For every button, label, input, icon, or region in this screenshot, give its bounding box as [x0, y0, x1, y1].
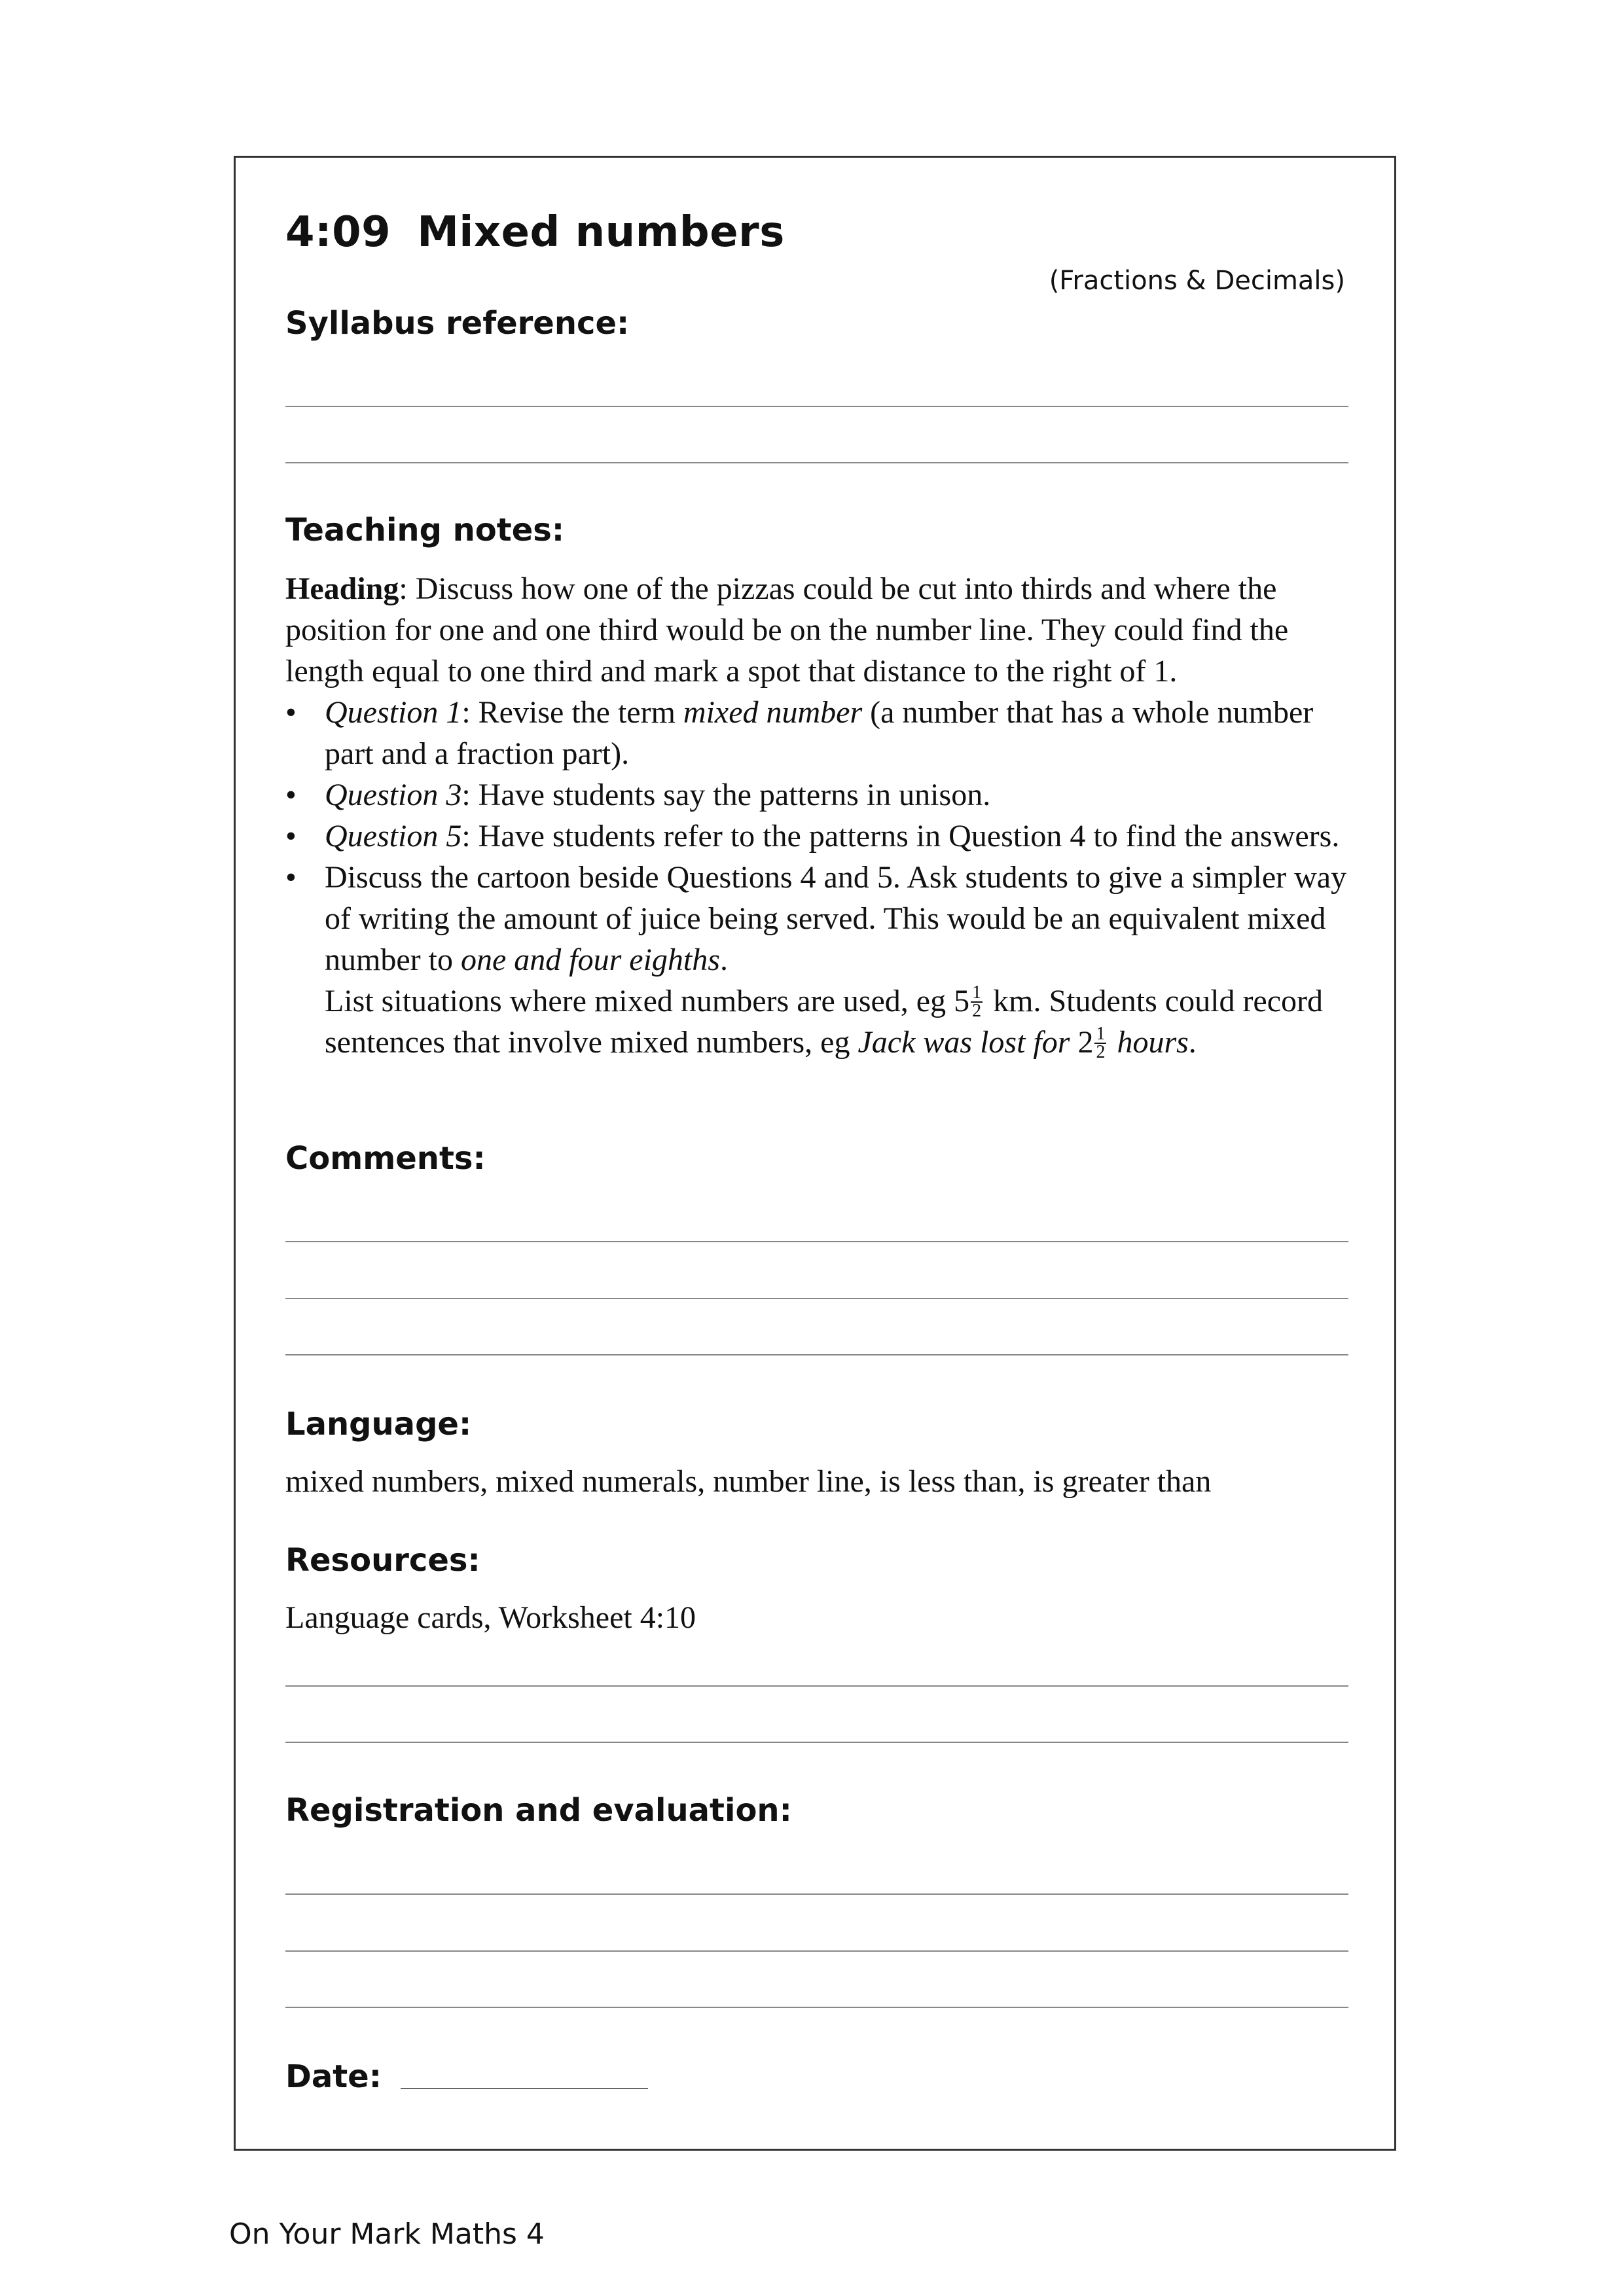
cartoon-end: . [719, 942, 728, 977]
question-3-label: Question 3 [325, 778, 462, 812]
teaching-notes-heading: Teaching notes: [285, 512, 565, 548]
language-text: mixed numbers, mixed numerals, number line, is less than, is greater than [285, 1464, 1212, 1499]
fraction-half [971, 984, 983, 1020]
writing-line [285, 1354, 1348, 1355]
subject-label: (Fractions & Decimals) [1049, 266, 1345, 296]
writing-line [285, 1893, 1348, 1895]
question-1-text: : Revise the term [461, 695, 683, 730]
heading-text: : Discuss how one of the pizzas could be cut into thirds and where the position for one and one third would be on the number line. They could find the length equal to one third and mark a spot that distance to the right of 1. [285, 571, 1289, 689]
example-text-end: hours [1109, 1025, 1189, 1060]
cartoon-text: Discuss the cartoon beside Questions 4 and 5. Ask students to give a simpler way of writing the amount of juice being served. This would be an equivalent mixed number to [325, 860, 1347, 977]
fraction-half [1094, 1023, 1106, 1062]
question-5-text: : Have students refer to the patterns in Question 4 to find the answers. [461, 819, 1340, 853]
fraction-denominator: 2 [972, 1000, 982, 1021]
list-item [285, 774, 1352, 816]
page-footer: On Your Mark Maths 4 [229, 2217, 545, 2251]
cartoon-emphasis: one and four eighths [460, 942, 720, 977]
language-heading: Language: [285, 1406, 472, 1443]
registration-heading: Registration and evaluation: [285, 1792, 792, 1829]
teaching-heading-paragraph [285, 568, 1352, 692]
writing-line [285, 2007, 1348, 2008]
list-item [285, 816, 1352, 857]
date-field-line [401, 2088, 648, 2089]
list-item [285, 857, 1352, 1063]
question-5-label: Question 5 [325, 819, 462, 853]
lesson-code: 4:09 [285, 208, 391, 257]
fraction-numerator: 1 [1096, 1023, 1106, 1044]
writing-line [285, 462, 1348, 463]
writing-line [285, 406, 1348, 407]
resources-text: Language cards, Worksheet 4:10 [285, 1600, 696, 1635]
question-3-text: : Have students say the patterns in unison. [461, 778, 991, 812]
lesson-title: Mixed numbers [417, 208, 785, 257]
teaching-bullets [285, 692, 1352, 1063]
heading-label: Heading [285, 571, 399, 606]
question-1-label: Question 1 [325, 695, 462, 730]
bullet: • [285, 819, 297, 853]
writing-line [285, 1742, 1348, 1743]
syllabus-heading: Syllabus reference: [285, 305, 630, 342]
example-whole: 2 [1077, 1025, 1094, 1060]
question-1-text-end: (a number that has a whole number part and a fraction part). [325, 695, 1314, 771]
list-situations-text: List situations where mixed numbers are used, eg 5 [325, 984, 970, 1018]
date-label: Date: [285, 2058, 382, 2095]
comments-heading: Comments: [285, 1140, 486, 1177]
bullet: • [285, 695, 297, 730]
writing-line [285, 1950, 1348, 1952]
writing-line [285, 1298, 1348, 1299]
page-title [285, 208, 785, 257]
list-item [285, 692, 1352, 774]
list-situations-text-cont: km. Students could record sentences that involve mixed numbers, eg [325, 984, 1324, 1060]
example-sentence [857, 1025, 1077, 1060]
example-text: Jack was lost for [857, 1025, 1078, 1060]
mixed-number-term: mixed number [683, 695, 863, 730]
resources-heading: Resources: [285, 1542, 480, 1579]
fraction-denominator: 2 [1096, 1041, 1106, 1062]
writing-line [285, 1241, 1348, 1242]
bullet: • [285, 860, 297, 895]
fraction-numerator: 1 [972, 982, 982, 1003]
example-end: . [1188, 1025, 1197, 1060]
writing-line [285, 1685, 1348, 1687]
bullet: • [285, 778, 297, 812]
